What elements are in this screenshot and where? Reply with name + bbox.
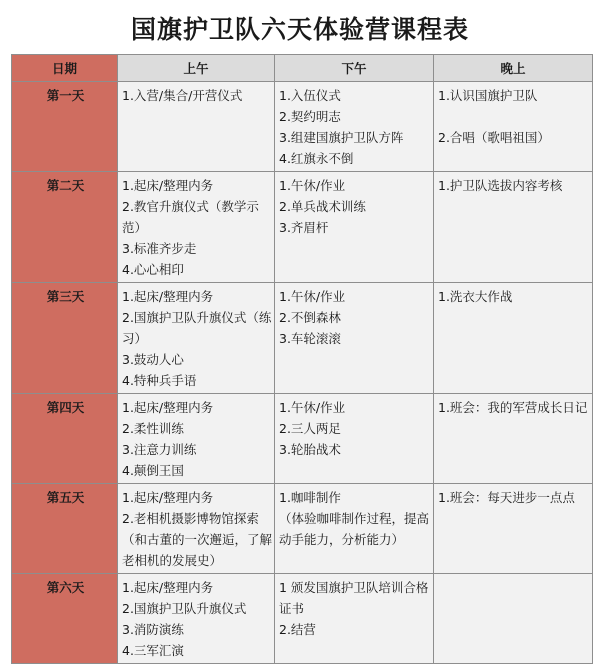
afternoon-cell: [275, 283, 434, 394]
activity-item: 2.不倒森林: [279, 310, 341, 325]
activity-item: 3.鼓动人心: [122, 352, 184, 367]
evening-cell: [434, 283, 593, 394]
evening-cell: [434, 82, 593, 172]
schedule-body: [12, 82, 593, 664]
activity-item: 2.三人两足: [279, 421, 341, 436]
activity-item: 4.心心相印: [122, 262, 184, 277]
activity-item: 1.班会：我的军营成长日记: [438, 400, 588, 415]
activity-item: 1.午休/作业: [279, 400, 346, 415]
activity-item: 1.午休/作业: [279, 289, 346, 304]
afternoon-cell: [275, 484, 434, 574]
header-date: 日期: [12, 55, 118, 82]
activity-item: 1.午休/作业: [279, 178, 346, 193]
table-row: [12, 172, 593, 283]
afternoon-cell: [275, 574, 434, 664]
day-label: 第三天: [12, 283, 118, 394]
evening-cell: [434, 484, 593, 574]
activity-item: 2.国旗护卫队升旗仪式（练习）: [122, 310, 272, 346]
activity-item: 3.齐眉杆: [279, 220, 329, 235]
activity-item: 4.红旗永不倒: [279, 151, 354, 166]
activity-item: 2.契约明志: [279, 109, 341, 124]
morning-cell: [118, 394, 275, 484]
header-evening: 晚上: [434, 55, 593, 82]
day-label: 第一天: [12, 82, 118, 172]
activity-item: 1.认识国旗护卫队: [438, 88, 538, 103]
activity-item: 1.护卫队选拔内容考核: [438, 178, 563, 193]
activity-item: 3.轮胎战术: [279, 442, 341, 457]
morning-cell: [118, 574, 275, 664]
activity-item: 1.入营/集合/开营仪式: [122, 88, 243, 103]
activity-item: 3.标准齐步走: [122, 241, 197, 256]
evening-cell: [434, 574, 593, 664]
activity-item: 4.特种兵手语: [122, 373, 197, 388]
day-label: 第二天: [12, 172, 118, 283]
day-label: 第四天: [12, 394, 118, 484]
activity-item: 1.咖啡制作: [279, 490, 341, 505]
day-label: 第六天: [12, 574, 118, 664]
morning-cell: [118, 82, 275, 172]
page-title: 国旗护卫队六天体验营课程表: [130, 15, 469, 44]
activity-item: 4.颠倒王国: [122, 463, 184, 478]
activity-item: 1 颁发国旗护卫队培训合格证书: [279, 580, 429, 616]
activity-item: 1.起床/整理内务: [122, 400, 214, 415]
activity-item: 2.单兵战术训练: [279, 199, 366, 214]
afternoon-cell: [275, 394, 434, 484]
activity-item: 2.老相机摄影博物馆探索（和古董的一次邂逅，了解老相机的发展史）: [122, 511, 273, 568]
afternoon-cell: [275, 82, 434, 172]
activity-item: 2.合唱（歌唱祖国）: [438, 130, 550, 145]
activity-item: 2.结营: [279, 622, 316, 637]
morning-cell: [118, 484, 275, 574]
activity-item: 2.教官升旗仪式（教学示范）: [122, 199, 259, 235]
activity-item: 1.起床/整理内务: [122, 289, 214, 304]
table-row: [12, 82, 593, 172]
evening-cell: [434, 172, 593, 283]
activity-item: 3.车轮滚滚: [279, 331, 341, 346]
activity-item: 3.组建国旗护卫队方阵: [279, 130, 404, 145]
table-row: [12, 394, 593, 484]
activity-item: 1.洗衣大作战: [438, 289, 513, 304]
evening-cell: [434, 394, 593, 484]
day-label: 第五天: [12, 484, 118, 574]
header-morning: 上午: [118, 55, 275, 82]
morning-cell: [118, 172, 275, 283]
activity-item: 1.起床/整理内务: [122, 178, 214, 193]
blank-line: [438, 106, 590, 127]
activity-item: 1.入伍仪式: [279, 88, 341, 103]
table-row: [12, 574, 593, 664]
activity-item: （体验咖啡制作过程，提高动手能力，分析能力）: [279, 511, 430, 547]
activity-item: 4.三军汇演: [122, 643, 184, 658]
activity-item: 1.起床/整理内务: [122, 580, 214, 595]
header-row: [12, 55, 593, 82]
morning-cell: [118, 283, 275, 394]
table-row: [12, 484, 593, 574]
activity-item: 3.消防演练: [122, 622, 184, 637]
afternoon-cell: [275, 172, 434, 283]
activity-item: 1.起床/整理内务: [122, 490, 214, 505]
table-row: [12, 283, 593, 394]
activity-item: 1.班会：每天进步一点点: [438, 490, 575, 505]
header-afternoon: 下午: [275, 55, 434, 82]
schedule-table: [11, 54, 593, 664]
activity-item: 2.国旗护卫队升旗仪式: [122, 601, 247, 616]
activity-item: 3.注意力训练: [122, 442, 197, 457]
activity-item: 2.柔性训练: [122, 421, 184, 436]
